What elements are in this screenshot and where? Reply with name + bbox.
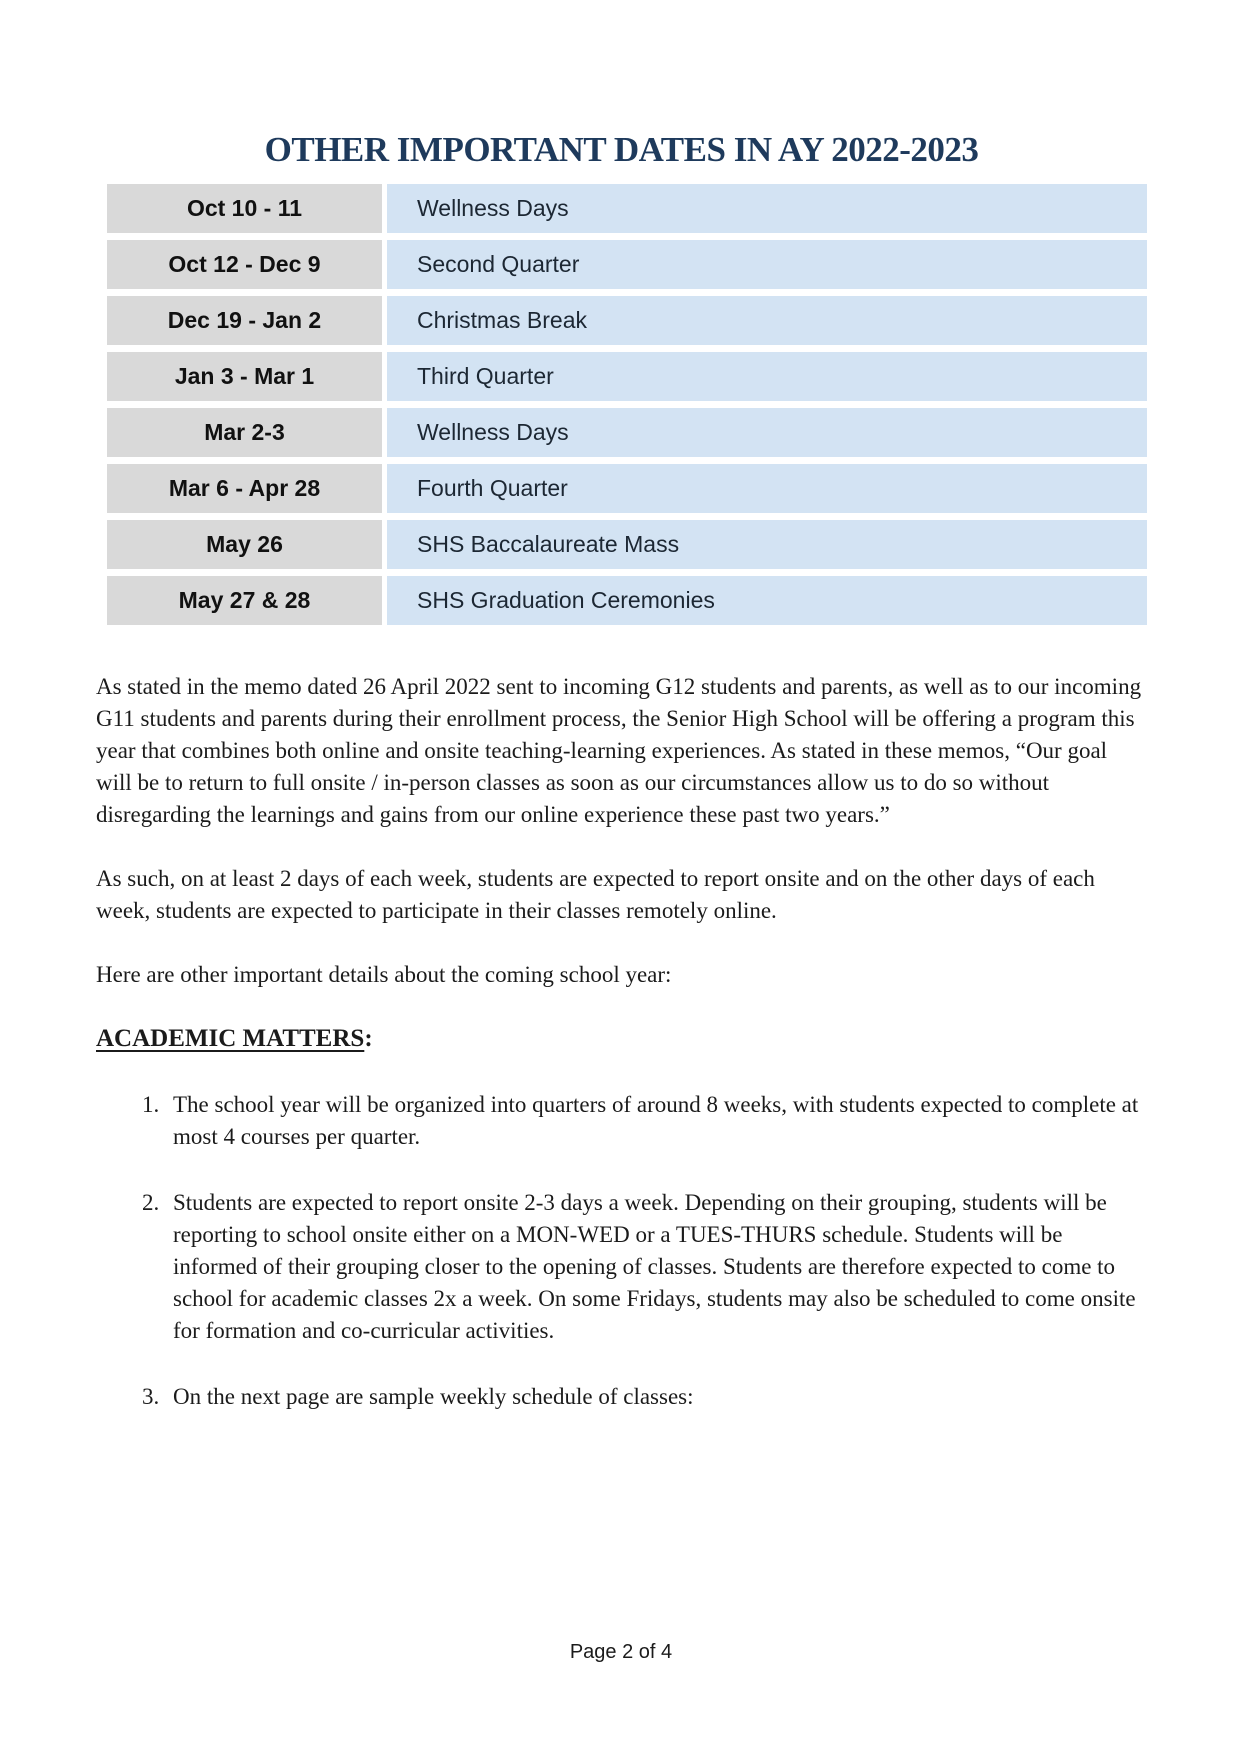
event-cell: Fourth Quarter <box>387 464 1147 513</box>
table-row <box>107 184 1147 233</box>
list-item-text: On the next page are sample weekly schedule of classes: <box>173 1384 694 1409</box>
table-row <box>107 464 1147 513</box>
heading-colon: : <box>364 1025 373 1052</box>
date-cell: Oct 10 - 11 <box>107 184 382 233</box>
event-cell: Christmas Break <box>387 296 1147 345</box>
table-row <box>107 408 1147 457</box>
event-cell: SHS Baccalaureate Mass <box>387 520 1147 569</box>
date-cell: May 26 <box>107 520 382 569</box>
academic-matters-list <box>96 1089 1147 1413</box>
paragraph-onsite-days: As such, on at least 2 days of each week, students are expected to report onsite and on the other days of each week, students are expected to participate in their classes remotely online. <box>96 866 1095 923</box>
event-cell: Wellness Days <box>387 184 1147 233</box>
heading-text: ACADEMIC MATTERS <box>96 1025 365 1052</box>
event-cell: Second Quarter <box>387 240 1147 289</box>
page-content <box>0 131 1242 1413</box>
paragraph-details-intro: Here are other important details about the coming school year: <box>96 962 672 987</box>
page-title: OTHER IMPORTANT DATES IN AY 2022-2023 <box>264 130 979 169</box>
date-cell: Dec 19 - Jan 2 <box>107 296 382 345</box>
event-cell: SHS Graduation Ceremonies <box>387 576 1147 625</box>
date-cell: Mar 6 - Apr 28 <box>107 464 382 513</box>
academic-matters-heading <box>96 1023 1147 1055</box>
list-item <box>96 1381 1147 1413</box>
body-text <box>96 671 1147 1413</box>
table-row <box>107 576 1147 625</box>
event-cell: Wellness Days <box>387 408 1147 457</box>
list-item-text: Students are expected to report onsite 2-3 days a week. Depending on their grouping, students will be reporting to school onsite either on a MON-WED or a TUES-THURS schedule. Students will be informed of their grouping closer to the opening of classes. Students are therefore expected to come to school for academic classes 2x a week. On some Fridays, students may also be scheduled to come onsite for formation and co-curricular activities. <box>173 1190 1136 1343</box>
date-cell: Oct 12 - Dec 9 <box>107 240 382 289</box>
list-item-number: 1. <box>142 1092 160 1117</box>
date-cell: Mar 2-3 <box>107 408 382 457</box>
event-cell: Third Quarter <box>387 352 1147 401</box>
list-item-number: 2. <box>142 1190 160 1215</box>
list-item <box>96 1089 1147 1153</box>
important-dates-table <box>107 184 1147 625</box>
paragraph-memo: As stated in the memo dated 26 April 2022 sent to incoming G12 students and parents, as well as to our incoming G11 students and parents during their enrollment process, the Senior High School will be offering a program this year that combines both online and onsite teaching-learning experiences. As stated in these memos, “Our goal will be to return to full onsite / in-person classes as soon as our circumstances allow us to do so without disregarding the learnings and gains from our online experience these past two years.” <box>96 674 1142 827</box>
list-item-text: The school year will be organized into quarters of around 8 weeks, with students expected to complete at most 4 courses per quarter. <box>173 1092 1139 1149</box>
list-item-number: 3. <box>142 1384 160 1409</box>
date-cell: Jan 3 - Mar 1 <box>107 352 382 401</box>
table-row <box>107 240 1147 289</box>
list-item <box>96 1187 1147 1347</box>
page-number: Page 2 of 4 <box>569 1641 673 1663</box>
table-row <box>107 352 1147 401</box>
table-row <box>107 296 1147 345</box>
date-cell: May 27 & 28 <box>107 576 382 625</box>
table-row <box>107 520 1147 569</box>
